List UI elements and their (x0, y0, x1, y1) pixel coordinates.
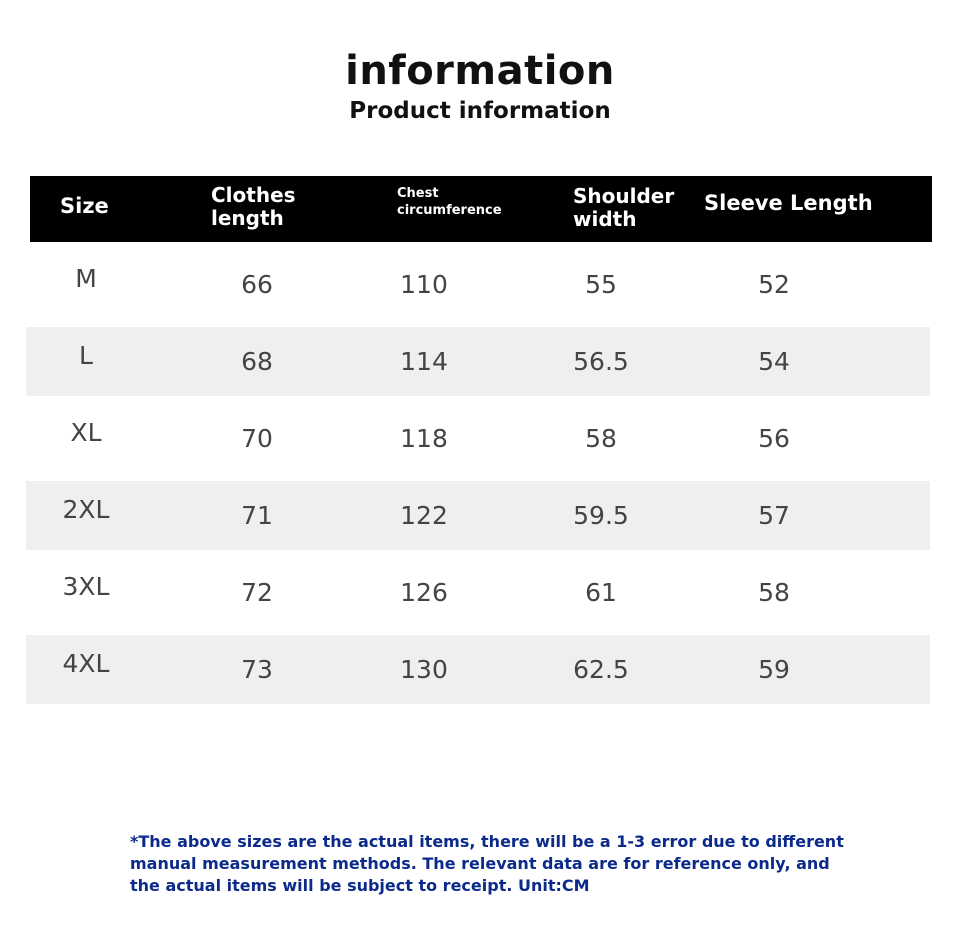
cell-chest: 114 (400, 347, 448, 376)
cell-sleeve: 57 (758, 501, 790, 530)
cell-sleeve: 59 (758, 655, 790, 684)
cell-size: 2XL (62, 495, 110, 524)
cell-clothes-length: 73 (241, 655, 273, 684)
cell-size: 4XL (62, 649, 110, 678)
page-subtitle: Product information (349, 98, 611, 124)
cell-shoulder: 56.5 (573, 347, 629, 376)
header-shoulder-width: Shoulder width (573, 184, 675, 231)
table-row (26, 481, 930, 550)
cell-clothes-length: 68 (241, 347, 273, 376)
cell-size: L (79, 341, 93, 370)
table-row (26, 635, 930, 704)
cell-sleeve: 52 (758, 270, 790, 299)
table-row (26, 250, 930, 319)
table-header (30, 176, 932, 242)
cell-sleeve: 54 (758, 347, 790, 376)
cell-chest: 110 (400, 270, 448, 299)
cell-chest: 122 (400, 501, 448, 530)
cell-sleeve: 56 (758, 424, 790, 453)
cell-clothes-length: 70 (241, 424, 273, 453)
cell-clothes-length: 71 (241, 501, 273, 530)
cell-chest: 118 (400, 424, 448, 453)
cell-chest: 130 (400, 655, 448, 684)
cell-shoulder: 58 (585, 424, 617, 453)
cell-sleeve: 58 (758, 578, 790, 607)
page-title: information (345, 48, 615, 94)
header-sleeve-length: Sleeve Length (704, 191, 873, 215)
table-row (26, 558, 930, 627)
table-row (26, 404, 930, 473)
cell-clothes-length: 66 (241, 270, 273, 299)
header-clothes-length: Clothes length (211, 183, 296, 230)
cell-chest: 126 (400, 578, 448, 607)
header-size: Size (60, 194, 109, 218)
measurement-note: *The above sizes are the actual items, there will be a 1-3 error due to different manual measurement methods. The relevant data are for reference only, and the actual items will be subject to receipt. Unit:CM (130, 832, 844, 895)
cell-clothes-length: 72 (241, 578, 273, 607)
cell-shoulder: 59.5 (573, 501, 629, 530)
header-chest-circumference: Chest circumference (397, 186, 502, 218)
cell-size: XL (70, 418, 102, 447)
cell-shoulder: 62.5 (573, 655, 629, 684)
cell-size: M (75, 264, 97, 293)
table-row (26, 327, 930, 396)
cell-size: 3XL (62, 572, 110, 601)
cell-shoulder: 61 (585, 578, 617, 607)
cell-shoulder: 55 (585, 270, 617, 299)
